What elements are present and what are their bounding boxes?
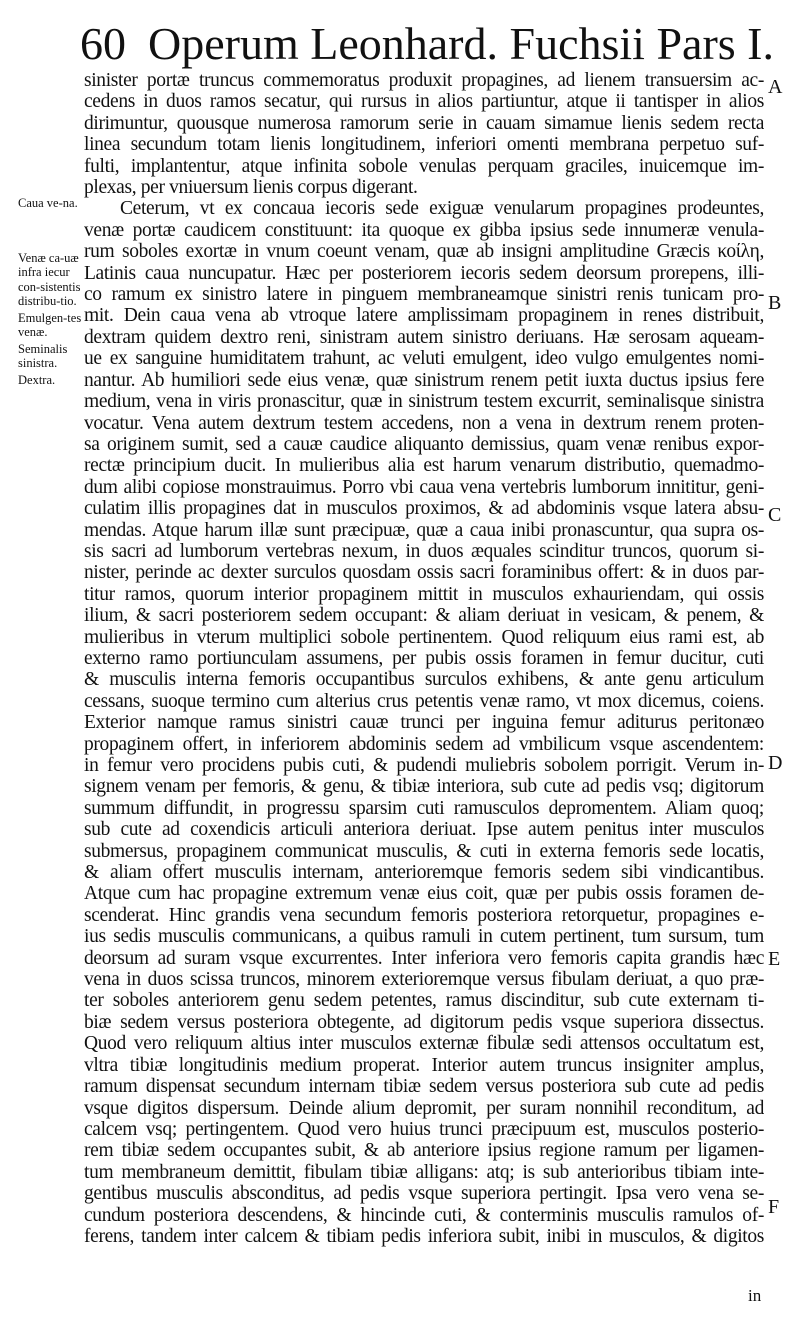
- text-line: linea secundum totam lienis longitudinem, inferiori omenti membrana perpetuo suf-: [84, 134, 764, 156]
- text-line: sa originem sumit, sed a cauæ caudice aliquanto demissius, quam venæ renibus expor-: [84, 433, 764, 455]
- text-line: vocatur. Vena autem dextrum testem accedens, non a vena in dextrum renem proten-: [84, 412, 764, 434]
- text-line: cedens in duos ramos secatur, qui rursus in alios partiuntur, atque ii tantisper in alios: [84, 91, 764, 113]
- text-line: sub cute ad coxendicis articuli anteriora deriuat. Ipse autem penitus inter musculos: [84, 819, 764, 841]
- text-line: deorsum ad suram vsque excurrentes. Inter inferiora vero femoris capita grandis hæc: [84, 947, 764, 969]
- text-line: summum diffundit, in progressu sparsim cuti ramusculos depromentem. Aliam quoq;: [84, 797, 764, 819]
- running-title: Operum Leonhard. Fuchsii Pars I.: [148, 18, 774, 69]
- text-line: biæ sedem versus posteriora obtegente, ad digitorum pedis vsque superiora dissectus.: [84, 1011, 764, 1033]
- text-line: ramum dispensat secundum internam tibiæ sedem versus posteriora sub cute ad pedis: [84, 1076, 764, 1098]
- section-letter: A: [768, 76, 783, 98]
- text-line: nister, perinde ac dexter surculos quosdam ossis sacri foraminibus offert: & in duos par-: [84, 562, 764, 584]
- text-line: Atque cum hac propagine extremum venæ eius coit, quæ per pubis ossis foramen de-: [84, 883, 764, 905]
- text-line: sis sacri ad lumborum vertebras nexum, in duos æquales scinditur truncos, quorum si-: [84, 540, 764, 562]
- text-line: ilium, & sacri posteriorem sedem occupant: & aliam deriuat in vesicam, & penem, &: [84, 605, 764, 627]
- margin-note: Seminalis sinistra.: [18, 341, 68, 370]
- margin-note: Emulgen-tes venæ.: [18, 310, 82, 339]
- text-line: & musculis interna femoris occupantibus surculos exhibens, & ante genu articulum: [84, 669, 764, 691]
- text-line: & aliam offert musculis internam, anterioremque femoris sedem sibi vindicantibus.: [84, 862, 764, 884]
- margin-notes: [18, 196, 82, 391]
- text-line: culatim illis propagines dat in musculos proximos, & ad abdominis vsque latera absu-: [84, 498, 764, 520]
- text-line: Exterior namque ramus sinistri cauæ trunci per inguina femur aditurus peritonæo: [84, 712, 764, 734]
- text-line: ter soboles anteriorem genu sedem petentes, ramus discinditur, sub cute externam ti-: [84, 990, 764, 1012]
- text-line: externo ramo portiunculam assumens, per pubis ossis foramen in femur ducitur, cuti: [84, 647, 764, 669]
- text-line: propaginem offert, in inferiorem abdominis sedem ad vmbilicum vsque ascendentem:: [84, 733, 764, 755]
- margin-note: Venæ ca-uæ infra iecur con-sistentis distribu-tio.: [18, 250, 81, 308]
- text-line: co ramum ex sinistro latere in pinguem membraneamque sinistri renis tunicam pro-: [84, 284, 764, 306]
- text-line: medium, vena in viris pronascitur, quæ in sinistrum testem excurrit, seminalisque sinistra: [84, 391, 764, 413]
- text-line: mendas. Atque harum illæ sunt præcipuæ, quæ a caua inibi pronascuntur, qua supra os-: [84, 519, 764, 541]
- text-line: tum membraneum demittit, fibulam tibiæ alligans: atq; is sub anterioribus tibiam inte-: [84, 1161, 764, 1183]
- text-line: ferens, tandem inter calcem & tibiam pedis inferiora subit, inibi in musculos, & digitos: [84, 1225, 764, 1247]
- text-line: ius sedis musculis communicans, a quibus ramuli in cutem pertinent, tum sursum, tum: [84, 926, 764, 948]
- text-line: sinister portæ truncus commemoratus produxit propagines, ad lienem transuersim ac-: [84, 70, 764, 91]
- text-line: rectæ principium ducit. In mulieribus alia est harum venarum distributio, quemadmo-: [84, 455, 764, 477]
- text-line: venæ portæ caudicem constituunt: ita quoque ex gibba ipsius sede innumeræ venula-: [84, 219, 764, 241]
- text-line: fulti, implantentur, atque infinita sobole venulas perquam graciles, inuicemque im-: [84, 155, 764, 177]
- margin-note: Dextra.: [18, 372, 56, 387]
- section-letter: B: [768, 292, 782, 314]
- text-line: Latinis caua nuncupatur. Hæc per posteriorem iecoris sedem deorsum prorepens, illi-: [84, 262, 764, 284]
- text-line: rum soboles exortæ in vnum coeunt venam, quæ ab insigni amplitudine Græcis κοίλη,: [84, 241, 764, 263]
- text-line: signem venam per femoris, & genu, & tibiæ interiora, sub cute ad pedis vsq; digitorum: [84, 776, 764, 798]
- text-line: plexas, per vniuersum lienis corpus digerant.: [84, 177, 418, 199]
- text-line: calcem vsq; pertingentem. Quod vero huius trunci præcipuum est, musculos posterio-: [84, 1118, 764, 1140]
- margin-note: Caua ve-na.: [18, 196, 78, 210]
- text-line: dirimuntur, quousque numerosa ramorum serie in cauam simamue lienis sedem recta: [84, 112, 764, 134]
- text-line: mulieribus in vterum multiplici sobole pertinentem. Quod reliquum eius rami est, ab: [84, 626, 764, 648]
- text-line: scenderat. Hinc grandis vena secundum femoris posteriora retorquetur, propagines e-: [84, 904, 764, 926]
- section-letter: C: [768, 504, 782, 526]
- text-line: vena in duos scissa truncos, minorem exterioremque versus fibulam deriuat, a quo præ-: [84, 969, 764, 991]
- text-line: Ceterum, vt ex concaua iecoris sede exiguæ venularum propagines prodeuntes,: [120, 198, 764, 220]
- text-line: in femur vero procidens pubis cuti, & pudendi muliebris sobolem porrigit. Verum in-: [84, 755, 764, 776]
- section-letter: F: [768, 1196, 780, 1218]
- text-line: gentibus musculis absconditus, ad pedis vsque superiora pertingit. Ipsa vero vena se-: [84, 1183, 764, 1205]
- text-line: dum alibi copiose monstrauimus. Porro vbi caua vena vertebris lumborum innititur, geni-: [84, 476, 764, 498]
- text-line: ue ex sanguine humiditatem trahunt, ac veluti emulgent, ideo vulgo emulgentes nomi-: [84, 348, 764, 370]
- text-line: vltra tibiæ longitudinis medium properat. Interior autem truncus insigniter amplus,: [84, 1054, 764, 1076]
- text-line: rem tibiæ sedem occupantes subit, & ab anteriore ipsius regione ramum per ligamen-: [84, 1140, 764, 1162]
- text-line: cessans, suoque termino cum alterius crus petentis venæ ramo, vt mox dicemus, coiens.: [84, 690, 764, 712]
- section-letter: E: [768, 948, 781, 970]
- page-number: 60: [80, 18, 126, 69]
- text-line: nantur. Ab humiliori sede eius venæ, quæ sinistrum renem petit iuxta ductus ipsius fere: [84, 369, 764, 391]
- text-line: cundum posteriora descendens, & hincinde cuti, & conterminis musculis ramulos of-: [84, 1204, 764, 1226]
- text-line: Quod vero reliquum altius inter musculos externæ fibulæ sedi attensos occultatum est,: [84, 1033, 764, 1055]
- body-text: [84, 70, 764, 1247]
- text-line: mit. Dein caua vena ab vtroque latere amplissimam propaginem in renes distribuit,: [84, 305, 764, 327]
- section-letter: D: [768, 752, 783, 774]
- text-line: submersus, propaginem communicat musculis, & cuti in externa femoris sede locatis,: [84, 840, 764, 862]
- text-line: dextram quidem dextro reni, sinistram autem sinistro deriuans. Hæ serosam aqueam-: [84, 326, 764, 348]
- page-header: [80, 14, 774, 74]
- catchword: in: [748, 1286, 762, 1305]
- text-line: titur ramos, quorum interior propaginem mittit in musculos exhauriendam, qui ossis: [84, 583, 764, 605]
- text-line: vsque digitos dispersum. Deinde alium depromit, per suram nonnihil reconditum, ad: [84, 1097, 764, 1119]
